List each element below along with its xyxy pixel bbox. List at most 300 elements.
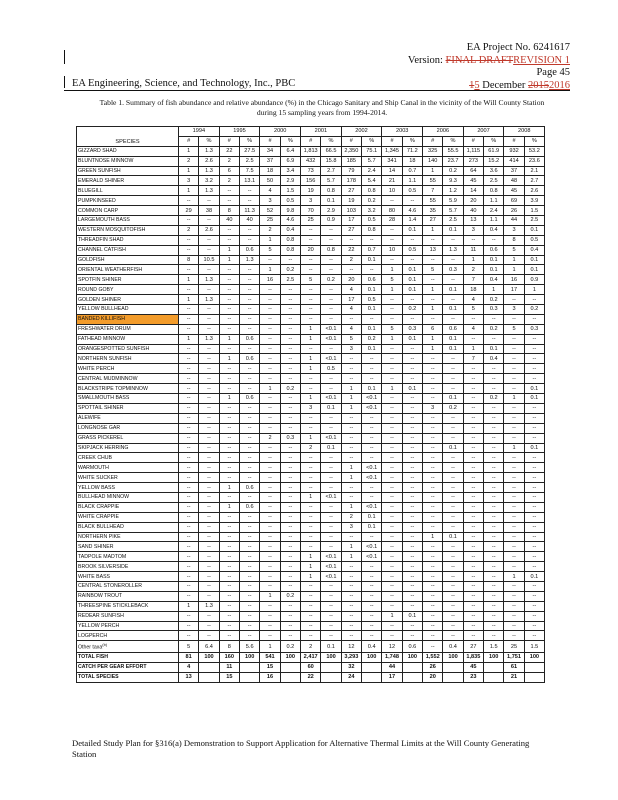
percent-cell (484, 672, 504, 682)
percent-cell: -- (240, 591, 260, 601)
count-cell: -- (463, 463, 483, 473)
percent-cell: -- (240, 413, 260, 423)
count-cell: -- (463, 394, 483, 404)
percent-cell (240, 662, 260, 672)
percent-cell: -- (402, 522, 422, 532)
percent-cell (362, 672, 382, 682)
percent-cell: -- (280, 334, 300, 344)
percent-cell: -- (280, 413, 300, 423)
table-row (77, 245, 545, 255)
percent-cell: -- (199, 265, 219, 275)
date-new-day: 5 (474, 79, 480, 91)
table-row (77, 295, 545, 305)
table-row (77, 196, 545, 206)
species-name (77, 275, 179, 285)
percent-cell: -- (321, 473, 341, 483)
count-cell: 140 (423, 156, 443, 166)
species-label: FRESHWATER DRUM (78, 326, 131, 333)
percent-cell: 0.6 (402, 641, 422, 653)
species-name (77, 483, 179, 493)
percent-cell: -- (402, 562, 422, 572)
count-cell: 5 (382, 275, 402, 285)
count-cell: -- (463, 532, 483, 542)
percent-cell: -- (524, 364, 544, 374)
year-header: 1995 (219, 127, 260, 137)
table-row (77, 631, 545, 641)
percent-cell: -- (402, 601, 422, 611)
percent-cell: -- (362, 631, 382, 641)
count-cell: -- (179, 364, 199, 374)
percent-cell: 4.6 (280, 216, 300, 226)
species-label: CENTRAL STONEROLLER (78, 583, 142, 590)
count-cell: 6 (423, 324, 443, 334)
count-cell: 52 (260, 206, 280, 216)
count-cell: -- (219, 275, 239, 285)
count-cell: -- (504, 295, 524, 305)
version-new: REVISION 1 (513, 54, 570, 66)
percent-cell: -- (240, 384, 260, 394)
table-row (77, 186, 545, 196)
percent-cell: 0.1 (402, 334, 422, 344)
count-cell: 432 (301, 156, 321, 166)
count-cell: -- (301, 453, 321, 463)
percent-cell: 1.1 (402, 176, 422, 186)
count-cell: 5 (179, 641, 199, 653)
count-cell: -- (260, 492, 280, 502)
percent-cell: 2.9 (280, 176, 300, 186)
percent-cell: -- (362, 314, 382, 324)
count-cell: -- (423, 512, 443, 522)
table-row (77, 305, 545, 315)
percent-cell: -- (402, 403, 422, 413)
count-cell: -- (382, 364, 402, 374)
count-cell: -- (179, 473, 199, 483)
count-cell: -- (382, 601, 402, 611)
count-cell: -- (219, 314, 239, 324)
count-cell: -- (463, 384, 483, 394)
count-cell: 13 (423, 245, 443, 255)
count-cell: -- (219, 542, 239, 552)
percent-cell: -- (199, 245, 219, 255)
count-cell: -- (341, 581, 361, 591)
percent-cell: 0.1 (443, 305, 463, 315)
percent-cell: <0.1 (321, 324, 341, 334)
percent-cell: -- (402, 443, 422, 453)
count-cell: 1 (423, 305, 443, 315)
count-cell: 1 (341, 403, 361, 413)
count-cell: -- (423, 621, 443, 631)
species-name (77, 572, 179, 582)
percent-cell: 7.5 (240, 166, 260, 176)
count-cell: 4 (341, 324, 361, 334)
species-name (77, 196, 179, 206)
year-header: 2001 (301, 127, 342, 137)
count-cell: -- (423, 502, 443, 512)
percent-cell: -- (321, 542, 341, 552)
species-label: THREADFIN SHAD (78, 237, 124, 244)
count-cell: -- (179, 631, 199, 641)
count-cell: -- (423, 483, 443, 493)
count-cell: -- (382, 631, 402, 641)
count-cell: -- (260, 423, 280, 433)
count-cell: 1 (301, 552, 321, 562)
species-name (77, 591, 179, 601)
count-cell: -- (423, 581, 443, 591)
percent-cell: -- (484, 314, 504, 324)
percent-cell: -- (321, 344, 341, 354)
table-row (77, 502, 545, 512)
percent-cell (199, 672, 219, 682)
percent-cell: -- (199, 572, 219, 582)
table-row (77, 265, 545, 275)
percent-header: % (484, 136, 504, 146)
percent-cell: -- (240, 225, 260, 235)
count-cell: 11 (219, 662, 239, 672)
count-cell: -- (219, 581, 239, 591)
table-row (77, 552, 545, 562)
count-cell: -- (463, 591, 483, 601)
count-cell: 1 (504, 255, 524, 265)
count-cell: 20 (341, 275, 361, 285)
count-cell: -- (301, 512, 321, 522)
percent-cell: -- (199, 473, 219, 483)
count-cell: -- (260, 532, 280, 542)
count-cell: -- (423, 384, 443, 394)
table-row (77, 146, 545, 156)
percent-cell: -- (484, 463, 504, 473)
percent-cell: 1.3 (199, 166, 219, 176)
species-name (77, 473, 179, 483)
percent-cell: 15.8 (321, 156, 341, 166)
percent-cell: -- (280, 453, 300, 463)
percent-cell: 100 (402, 653, 422, 663)
count-cell: 26 (504, 206, 524, 216)
percent-cell: -- (402, 463, 422, 473)
percent-cell: -- (362, 611, 382, 621)
count-cell: -- (219, 285, 239, 295)
count-header: # (341, 136, 361, 146)
percent-cell: 0.1 (443, 532, 463, 542)
percent-cell: -- (321, 255, 341, 265)
percent-cell: 0.8 (321, 245, 341, 255)
species-name (77, 443, 179, 453)
count-cell: 160 (219, 653, 239, 663)
date-month: December (482, 79, 526, 91)
percent-cell: -- (443, 235, 463, 245)
count-cell: -- (301, 621, 321, 631)
species-name (77, 662, 179, 672)
count-cell: -- (179, 433, 199, 443)
percent-cell: -- (199, 314, 219, 324)
count-cell: -- (260, 334, 280, 344)
percent-cell: -- (484, 492, 504, 502)
percent-cell: -- (362, 601, 382, 611)
percent-cell (524, 662, 544, 672)
count-cell: -- (382, 522, 402, 532)
table-row (77, 562, 545, 572)
percent-cell: 3.6 (484, 166, 504, 176)
percent-cell: -- (199, 631, 219, 641)
count-cell: -- (219, 473, 239, 483)
percent-cell: 0.2 (362, 334, 382, 344)
percent-cell: 18 (402, 156, 422, 166)
count-cell: 2 (179, 225, 199, 235)
count-cell: 37 (504, 166, 524, 176)
percent-cell: -- (199, 502, 219, 512)
species-label: BANDED KILLIFISH (78, 316, 125, 323)
percent-cell: -- (524, 581, 544, 591)
count-cell: -- (423, 354, 443, 364)
count-cell: -- (463, 542, 483, 552)
count-cell: 2 (219, 176, 239, 186)
percent-cell: -- (484, 483, 504, 493)
species-name (77, 631, 179, 641)
count-cell: 1 (301, 492, 321, 502)
percent-cell: -- (321, 601, 341, 611)
species-label: BLUNTNOSE MINNOW (78, 158, 134, 165)
count-cell: 27 (423, 216, 443, 226)
count-cell: -- (260, 522, 280, 532)
percent-cell: -- (484, 572, 504, 582)
percent-cell: -- (484, 611, 504, 621)
count-cell: -- (463, 512, 483, 522)
count-cell: -- (382, 344, 402, 354)
count-cell: -- (423, 631, 443, 641)
count-cell: -- (260, 453, 280, 463)
count-cell: 1,813 (301, 146, 321, 156)
percent-cell: -- (524, 334, 544, 344)
count-cell: -- (301, 522, 321, 532)
percent-cell: -- (362, 433, 382, 443)
count-cell: 1 (260, 235, 280, 245)
percent-cell: 0.1 (402, 275, 422, 285)
date-old-day: 1 (469, 79, 475, 91)
percent-cell: 0.1 (524, 443, 544, 453)
percent-cell: -- (484, 601, 504, 611)
project-number: EA Project No. 6241617 (466, 42, 570, 53)
count-cell: -- (504, 413, 524, 423)
count-cell: -- (504, 334, 524, 344)
count-cell: 5 (382, 324, 402, 334)
count-cell: 26 (423, 662, 443, 672)
count-cell: 1 (301, 324, 321, 334)
species-header: SPECIES (77, 127, 179, 147)
percent-cell: <0.1 (321, 552, 341, 562)
percent-cell: 6.4 (199, 641, 219, 653)
percent-cell: 0.3 (280, 433, 300, 443)
count-cell: -- (423, 255, 443, 265)
percent-cell (402, 662, 422, 672)
species-label: FATHEAD MINNOW (78, 336, 126, 343)
count-cell: 22 (219, 146, 239, 156)
count-cell: -- (219, 572, 239, 582)
percent-cell: -- (402, 492, 422, 502)
percent-header: % (443, 136, 463, 146)
percent-cell: 3.9 (524, 196, 544, 206)
count-cell: -- (219, 295, 239, 305)
percent-cell: 1.3 (199, 275, 219, 285)
count-cell: 3 (260, 196, 280, 206)
count-cell: -- (219, 621, 239, 631)
count-cell: -- (341, 364, 361, 374)
percent-cell: -- (443, 522, 463, 532)
percent-cell: -- (524, 492, 544, 502)
table-row (77, 653, 545, 663)
species-name (77, 216, 179, 226)
count-cell: -- (463, 473, 483, 483)
count-cell: -- (301, 384, 321, 394)
count-cell: 1 (423, 166, 443, 176)
count-cell: -- (260, 483, 280, 493)
count-cell: -- (260, 611, 280, 621)
version-old: FINAL DRAFT (445, 54, 514, 66)
count-cell: -- (301, 581, 321, 591)
count-cell: 1 (179, 146, 199, 156)
percent-cell: -- (280, 562, 300, 572)
percent-cell: -- (240, 492, 260, 502)
percent-cell: <0.1 (362, 403, 382, 413)
count-cell: 13 (463, 216, 483, 226)
percent-cell: -- (484, 374, 504, 384)
count-header: # (463, 136, 483, 146)
species-name (77, 413, 179, 423)
count-cell: -- (382, 403, 402, 413)
percent-cell: -- (402, 532, 422, 542)
percent-cell: -- (240, 314, 260, 324)
count-cell: 27 (463, 641, 483, 653)
percent-cell: -- (240, 611, 260, 621)
percent-cell: 5.6 (240, 641, 260, 653)
species-name (77, 245, 179, 255)
percent-cell: -- (199, 542, 219, 552)
percent-cell: -- (240, 542, 260, 552)
count-cell: -- (219, 186, 239, 196)
percent-cell: 0.5 (321, 364, 341, 374)
species-name (77, 394, 179, 404)
count-cell: 4 (463, 324, 483, 334)
count-cell: -- (382, 354, 402, 364)
count-cell: -- (341, 532, 361, 542)
count-cell: 1,748 (382, 653, 402, 663)
percent-cell: 0.4 (484, 354, 504, 364)
count-cell: 2 (341, 255, 361, 265)
percent-cell: -- (240, 512, 260, 522)
percent-cell: 0.5 (362, 216, 382, 226)
count-cell: -- (260, 295, 280, 305)
percent-cell: 0.4 (443, 641, 463, 653)
percent-cell: -- (280, 344, 300, 354)
percent-cell: 0.1 (321, 641, 341, 653)
percent-cell: -- (240, 601, 260, 611)
count-cell: -- (219, 235, 239, 245)
count-cell: -- (382, 433, 402, 443)
percent-cell: 1.5 (524, 206, 544, 216)
percent-cell: -- (443, 314, 463, 324)
percent-cell: -- (280, 295, 300, 305)
count-cell: -- (423, 453, 443, 463)
count-cell: -- (219, 196, 239, 206)
count-cell: 11 (463, 245, 483, 255)
percent-cell: -- (321, 611, 341, 621)
count-header: # (504, 136, 524, 146)
percent-cell: -- (362, 621, 382, 631)
percent-cell: -- (280, 512, 300, 522)
count-cell: -- (341, 235, 361, 245)
count-cell: 2 (260, 433, 280, 443)
count-cell: -- (382, 512, 402, 522)
species-label: BLACK BULLHEAD (78, 524, 124, 531)
table-row (77, 512, 545, 522)
count-cell: -- (260, 364, 280, 374)
percent-cell: -- (321, 621, 341, 631)
year-header: 2007 (463, 127, 504, 137)
percent-cell: <0.1 (362, 473, 382, 483)
count-cell: 1 (423, 344, 443, 354)
percent-cell: 0.8 (362, 186, 382, 196)
count-cell: 23 (463, 672, 483, 682)
count-cell: -- (260, 562, 280, 572)
percent-cell: -- (524, 423, 544, 433)
count-cell: 25 (504, 641, 524, 653)
count-cell: -- (179, 285, 199, 295)
species-name (77, 344, 179, 354)
count-cell: 25 (260, 216, 280, 226)
count-cell: -- (504, 522, 524, 532)
percent-cell: -- (402, 542, 422, 552)
percent-cell: 71.2 (402, 146, 422, 156)
count-cell: 7 (463, 275, 483, 285)
percent-cell: -- (280, 492, 300, 502)
count-cell: -- (341, 483, 361, 493)
table-row (77, 206, 545, 216)
percent-cell: 0.5 (280, 196, 300, 206)
count-cell: -- (463, 453, 483, 463)
percent-cell: -- (484, 384, 504, 394)
count-cell: -- (301, 591, 321, 601)
species-name (77, 255, 179, 265)
count-cell: -- (179, 305, 199, 315)
count-cell: -- (179, 611, 199, 621)
percent-cell: -- (240, 522, 260, 532)
table-row (77, 572, 545, 582)
percent-cell: 2.6 (199, 225, 219, 235)
percent-cell: -- (484, 473, 504, 483)
count-cell: -- (423, 364, 443, 374)
count-cell: -- (301, 611, 321, 621)
percent-cell: 9.8 (280, 206, 300, 216)
count-cell: 22 (341, 245, 361, 255)
count-cell: -- (423, 641, 443, 653)
species-label: WHITE BASS (78, 573, 110, 580)
table-row (77, 532, 545, 542)
percent-cell: -- (402, 295, 422, 305)
percent-cell: -- (524, 621, 544, 631)
percent-cell: -- (280, 443, 300, 453)
species-label: WHITE SUCKER (78, 474, 118, 481)
percent-cell: 2.5 (524, 216, 544, 226)
count-cell: -- (260, 512, 280, 522)
count-cell: 25 (301, 216, 321, 226)
percent-cell: 0.1 (362, 384, 382, 394)
count-cell: -- (463, 572, 483, 582)
count-cell: 1 (260, 591, 280, 601)
count-cell: -- (219, 601, 239, 611)
count-cell: 8 (179, 255, 199, 265)
count-cell: 50 (260, 176, 280, 186)
count-cell: -- (219, 443, 239, 453)
percent-cell: -- (321, 413, 341, 423)
count-cell: -- (219, 453, 239, 463)
